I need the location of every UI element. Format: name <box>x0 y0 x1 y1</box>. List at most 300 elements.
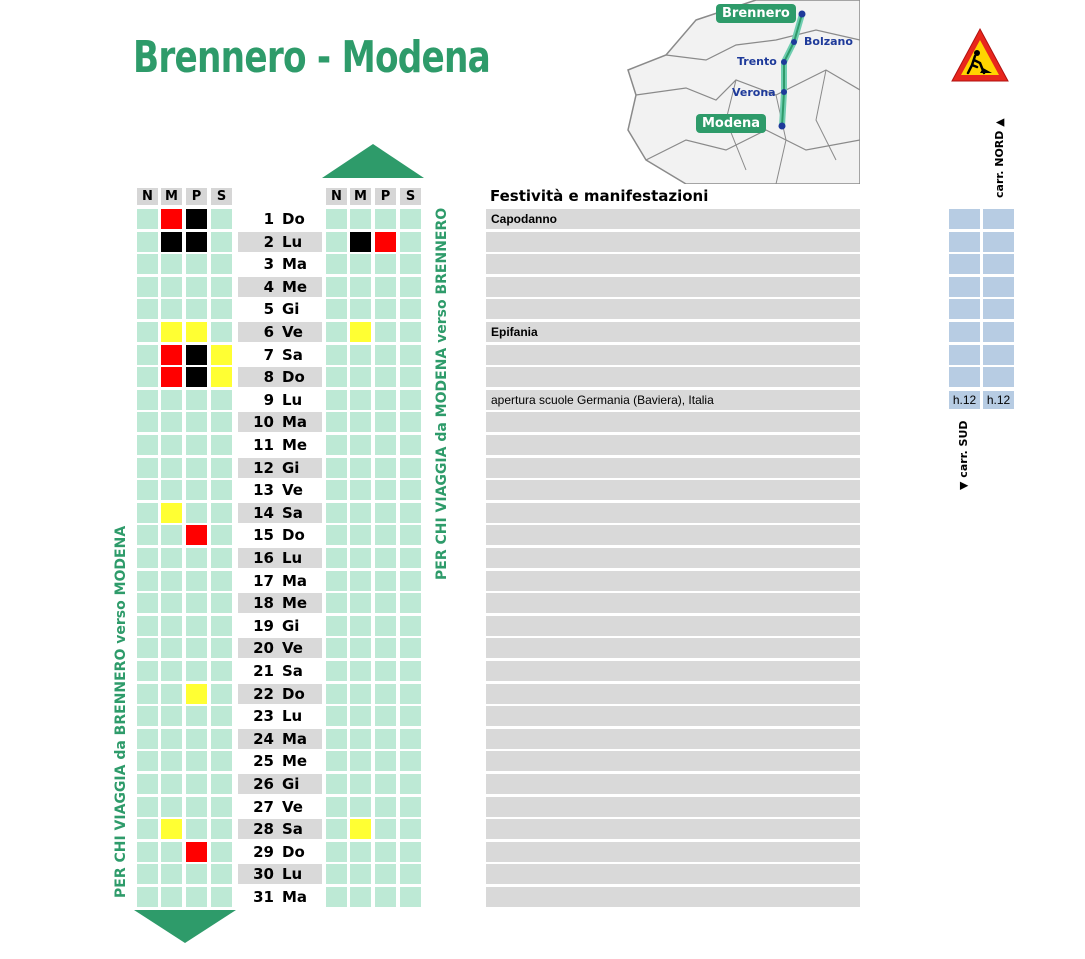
right-traffic-cell-m <box>350 548 371 568</box>
right-traffic-cell-m <box>350 661 371 681</box>
side-cell-sud <box>949 299 980 319</box>
right-traffic-cell-p <box>375 638 396 658</box>
left-traffic-cell-s <box>211 842 232 862</box>
day-name: Do <box>282 843 305 861</box>
day-name: Do <box>282 685 305 703</box>
left-traffic-cell-s <box>211 797 232 817</box>
right-traffic-cell-m <box>350 616 371 636</box>
right-traffic-cell-p <box>375 412 396 432</box>
left-traffic-cell-s <box>211 774 232 794</box>
right-traffic-cell-p <box>375 322 396 342</box>
right-traffic-cell-n <box>326 254 347 274</box>
right-traffic-cell-p <box>375 435 396 455</box>
left-traffic-cell-n <box>137 774 158 794</box>
left-traffic-cell-p <box>186 616 207 636</box>
event-cell <box>486 706 860 726</box>
right-traffic-cell-s <box>400 548 421 568</box>
day-name: Gi <box>282 775 300 793</box>
left-traffic-cell-n <box>137 571 158 591</box>
day-name: Sa <box>282 346 303 364</box>
day-name: Ma <box>282 255 308 273</box>
right-traffic-cell-p <box>375 458 396 478</box>
day-name: Ve <box>282 798 303 816</box>
right-traffic-cell-p <box>375 525 396 545</box>
left-traffic-cell-s <box>211 864 232 884</box>
left-traffic-cell-n <box>137 819 158 839</box>
left-traffic-cell-m <box>161 684 182 704</box>
right-traffic-cell-p <box>375 751 396 771</box>
day-number: 13 <box>253 481 274 499</box>
carr-nord-label <box>993 118 1006 198</box>
carr-nord-text: carr. NORD <box>993 130 1006 198</box>
right-header-n: N <box>326 188 347 205</box>
side-cell-nord <box>983 277 1014 297</box>
day-number: 28 <box>253 820 274 838</box>
day-name: Lu <box>282 707 303 725</box>
day-name: Do <box>282 368 305 386</box>
left-traffic-cell-n <box>137 299 158 319</box>
left-traffic-cell-m <box>161 345 182 365</box>
day-name: Lu <box>282 233 303 251</box>
right-traffic-cell-s <box>400 390 421 410</box>
left-traffic-cell-m <box>161 299 182 319</box>
right-traffic-cell-n <box>326 390 347 410</box>
right-traffic-cell-s <box>400 367 421 387</box>
right-traffic-cell-p <box>375 864 396 884</box>
left-traffic-cell-p <box>186 638 207 658</box>
left-traffic-cell-p <box>186 525 207 545</box>
day-name: Me <box>282 594 308 612</box>
left-traffic-cell-n <box>137 638 158 658</box>
right-traffic-cell-m <box>350 638 371 658</box>
day-number: 7 <box>263 346 274 364</box>
side-cell-sud <box>949 232 980 252</box>
left-traffic-cell-m <box>161 525 182 545</box>
carr-sud-text: carr. SUD <box>957 420 970 478</box>
left-traffic-cell-n <box>137 277 158 297</box>
map-label-bolzano: Bolzano <box>804 35 853 48</box>
left-traffic-cell-m <box>161 209 182 229</box>
event-cell: apertura scuole Germania (Baviera), Italia <box>486 390 860 410</box>
left-header-s: S <box>211 188 232 205</box>
right-traffic-cell-p <box>375 819 396 839</box>
left-traffic-cell-n <box>137 345 158 365</box>
right-traffic-cell-s <box>400 593 421 613</box>
day-name: Ma <box>282 730 308 748</box>
left-traffic-cell-m <box>161 661 182 681</box>
day-name: Me <box>282 278 308 296</box>
left-traffic-cell-s <box>211 480 232 500</box>
right-traffic-cell-p <box>375 661 396 681</box>
left-traffic-cell-n <box>137 390 158 410</box>
day-number: 30 <box>253 865 274 883</box>
left-traffic-cell-s <box>211 367 232 387</box>
left-traffic-cell-s <box>211 277 232 297</box>
event-cell <box>486 277 860 297</box>
left-traffic-cell-n <box>137 322 158 342</box>
left-traffic-cell-s <box>211 751 232 771</box>
right-traffic-cell-p <box>375 277 396 297</box>
day-number: 24 <box>253 730 274 748</box>
left-traffic-cell-p <box>186 819 207 839</box>
right-traffic-cell-s <box>400 322 421 342</box>
right-traffic-cell-s <box>400 729 421 749</box>
left-traffic-cell-s <box>211 616 232 636</box>
event-cell <box>486 797 860 817</box>
map-label-trento: Trento <box>737 55 777 68</box>
arrow-down-icon <box>134 910 236 943</box>
left-traffic-cell-p <box>186 887 207 907</box>
left-traffic-cell-m <box>161 390 182 410</box>
right-traffic-cell-n <box>326 661 347 681</box>
side-cell-nord <box>983 367 1014 387</box>
event-cell <box>486 548 860 568</box>
hour-label-right: h.12 <box>983 391 1014 409</box>
right-traffic-cell-m <box>350 503 371 523</box>
hour-label-left: h.12 <box>949 391 980 409</box>
day-name: Lu <box>282 549 303 567</box>
left-traffic-cell-s <box>211 729 232 749</box>
right-traffic-cell-p <box>375 345 396 365</box>
right-traffic-cell-m <box>350 209 371 229</box>
right-traffic-cell-m <box>350 277 371 297</box>
right-traffic-cell-n <box>326 367 347 387</box>
right-traffic-cell-s <box>400 684 421 704</box>
left-traffic-cell-n <box>137 254 158 274</box>
day-number: 31 <box>253 888 274 906</box>
event-cell: Capodanno <box>486 209 860 229</box>
left-traffic-cell-m <box>161 548 182 568</box>
right-traffic-cell-m <box>350 887 371 907</box>
right-traffic-cell-m <box>350 706 371 726</box>
right-traffic-cell-n <box>326 684 347 704</box>
left-traffic-cell-p <box>186 548 207 568</box>
day-number: 12 <box>253 459 274 477</box>
event-cell <box>486 345 860 365</box>
route-map <box>626 0 860 184</box>
left-traffic-cell-n <box>137 412 158 432</box>
left-traffic-cell-p <box>186 322 207 342</box>
right-traffic-cell-n <box>326 277 347 297</box>
left-traffic-cell-m <box>161 367 182 387</box>
left-traffic-cell-p <box>186 390 207 410</box>
right-traffic-cell-p <box>375 729 396 749</box>
right-traffic-cell-m <box>350 684 371 704</box>
day-name: Ma <box>282 413 308 431</box>
right-traffic-cell-n <box>326 638 347 658</box>
left-traffic-cell-n <box>137 729 158 749</box>
right-traffic-cell-s <box>400 751 421 771</box>
event-cell <box>486 503 860 523</box>
right-traffic-cell-p <box>375 548 396 568</box>
right-traffic-cell-s <box>400 345 421 365</box>
day-name: Ve <box>282 481 303 499</box>
event-cell <box>486 254 860 274</box>
left-traffic-cell-s <box>211 571 232 591</box>
event-cell <box>486 842 860 862</box>
left-traffic-cell-n <box>137 864 158 884</box>
right-traffic-cell-n <box>326 729 347 749</box>
right-traffic-cell-p <box>375 797 396 817</box>
right-traffic-cell-n <box>326 345 347 365</box>
right-traffic-cell-s <box>400 254 421 274</box>
event-cell <box>486 661 860 681</box>
left-traffic-cell-n <box>137 232 158 252</box>
event-cell <box>486 525 860 545</box>
left-traffic-cell-p <box>186 277 207 297</box>
left-traffic-cell-s <box>211 819 232 839</box>
right-traffic-cell-s <box>400 842 421 862</box>
right-traffic-cell-m <box>350 458 371 478</box>
right-traffic-cell-s <box>400 661 421 681</box>
side-cell-sud <box>949 277 980 297</box>
left-traffic-cell-m <box>161 751 182 771</box>
right-traffic-cell-m <box>350 322 371 342</box>
right-traffic-cell-n <box>326 842 347 862</box>
right-traffic-cell-n <box>326 774 347 794</box>
right-traffic-cell-s <box>400 412 421 432</box>
right-traffic-cell-p <box>375 503 396 523</box>
day-number: 17 <box>253 572 274 590</box>
day-number: 8 <box>263 368 274 386</box>
events-title: Festività e manifestazioni <box>490 187 709 205</box>
day-name: Ma <box>282 888 308 906</box>
event-cell <box>486 684 860 704</box>
right-header-m: M <box>350 188 371 205</box>
left-traffic-cell-m <box>161 503 182 523</box>
left-traffic-cell-p <box>186 706 207 726</box>
event-cell <box>486 458 860 478</box>
left-traffic-cell-s <box>211 322 232 342</box>
right-traffic-cell-n <box>326 480 347 500</box>
side-cell-nord <box>983 254 1014 274</box>
right-traffic-cell-n <box>326 458 347 478</box>
map-label-brennero: Brennero <box>716 4 796 23</box>
side-cell-sud <box>949 209 980 229</box>
right-traffic-cell-m <box>350 367 371 387</box>
event-cell <box>486 299 860 319</box>
event-cell <box>486 593 860 613</box>
right-traffic-cell-p <box>375 774 396 794</box>
right-traffic-cell-n <box>326 548 347 568</box>
left-traffic-cell-m <box>161 480 182 500</box>
right-traffic-cell-p <box>375 367 396 387</box>
right-traffic-cell-n <box>326 797 347 817</box>
left-traffic-cell-m <box>161 819 182 839</box>
day-number: 15 <box>253 526 274 544</box>
left-traffic-cell-s <box>211 209 232 229</box>
right-traffic-cell-n <box>326 887 347 907</box>
left-traffic-cell-n <box>137 661 158 681</box>
side-cell-sud <box>949 345 980 365</box>
right-traffic-cell-s <box>400 209 421 229</box>
label-brennero-to-modena: PER CHI VIAGGIA da BRENNERO verso MODENA <box>113 525 129 898</box>
event-cell <box>486 412 860 432</box>
map-label-modena: Modena <box>696 114 766 133</box>
left-traffic-cell-n <box>137 842 158 862</box>
left-traffic-cell-n <box>137 435 158 455</box>
day-number: 14 <box>253 504 274 522</box>
left-traffic-cell-p <box>186 209 207 229</box>
right-traffic-cell-p <box>375 254 396 274</box>
left-traffic-cell-m <box>161 593 182 613</box>
right-traffic-cell-n <box>326 412 347 432</box>
left-traffic-cell-p <box>186 571 207 591</box>
day-number: 26 <box>253 775 274 793</box>
event-cell <box>486 480 860 500</box>
day-name: Sa <box>282 662 303 680</box>
day-number: 25 <box>253 752 274 770</box>
left-traffic-cell-s <box>211 684 232 704</box>
left-traffic-cell-p <box>186 661 207 681</box>
left-traffic-cell-p <box>186 797 207 817</box>
left-traffic-cell-s <box>211 345 232 365</box>
arrow-up-icon <box>322 144 424 178</box>
day-name: Ve <box>282 639 303 657</box>
left-header-p: P <box>186 188 207 205</box>
day-name: Gi <box>282 300 300 318</box>
left-traffic-cell-p <box>186 503 207 523</box>
event-cell <box>486 819 860 839</box>
south-arrow-icon: ▼ <box>957 481 970 490</box>
left-traffic-cell-s <box>211 593 232 613</box>
left-traffic-cell-p <box>186 367 207 387</box>
left-traffic-cell-n <box>137 593 158 613</box>
right-traffic-cell-n <box>326 209 347 229</box>
right-traffic-cell-s <box>400 571 421 591</box>
left-traffic-cell-p <box>186 751 207 771</box>
left-traffic-cell-p <box>186 232 207 252</box>
event-cell <box>486 751 860 771</box>
side-cell-nord <box>983 322 1014 342</box>
day-number: 9 <box>263 391 274 409</box>
event-cell <box>486 774 860 794</box>
left-traffic-cell-s <box>211 458 232 478</box>
left-header-m: M <box>161 188 182 205</box>
side-cell-nord <box>983 345 1014 365</box>
side-cell-nord <box>983 232 1014 252</box>
right-traffic-cell-s <box>400 458 421 478</box>
left-traffic-cell-m <box>161 254 182 274</box>
day-number: 27 <box>253 798 274 816</box>
left-traffic-cell-p <box>186 412 207 432</box>
north-arrow-icon: ▲ <box>993 118 1006 127</box>
right-traffic-cell-m <box>350 593 371 613</box>
right-traffic-cell-m <box>350 299 371 319</box>
side-cell-sud <box>949 322 980 342</box>
right-traffic-cell-m <box>350 571 371 591</box>
left-traffic-cell-m <box>161 322 182 342</box>
side-cell-nord <box>983 299 1014 319</box>
day-name: Do <box>282 526 305 544</box>
left-traffic-cell-n <box>137 887 158 907</box>
left-traffic-cell-m <box>161 458 182 478</box>
left-traffic-cell-p <box>186 299 207 319</box>
left-traffic-cell-n <box>137 209 158 229</box>
side-cell-nord <box>983 209 1014 229</box>
left-traffic-cell-n <box>137 684 158 704</box>
right-traffic-cell-n <box>326 525 347 545</box>
day-number: 21 <box>253 662 274 680</box>
left-traffic-cell-m <box>161 435 182 455</box>
right-traffic-cell-n <box>326 322 347 342</box>
right-traffic-cell-m <box>350 480 371 500</box>
event-cell <box>486 638 860 658</box>
right-traffic-cell-m <box>350 435 371 455</box>
day-number: 4 <box>263 278 274 296</box>
left-traffic-cell-s <box>211 548 232 568</box>
right-traffic-cell-n <box>326 571 347 591</box>
right-traffic-cell-s <box>400 435 421 455</box>
right-traffic-cell-p <box>375 480 396 500</box>
day-name: Me <box>282 752 308 770</box>
right-traffic-cell-m <box>350 864 371 884</box>
left-traffic-cell-m <box>161 864 182 884</box>
page-title: Brennero - Modena <box>133 32 491 83</box>
right-header-s: S <box>400 188 421 205</box>
left-traffic-cell-s <box>211 435 232 455</box>
day-number: 3 <box>263 255 274 273</box>
left-traffic-cell-m <box>161 638 182 658</box>
right-traffic-cell-s <box>400 480 421 500</box>
event-cell <box>486 887 860 907</box>
day-number: 18 <box>253 594 274 612</box>
carr-sud-label <box>957 420 970 490</box>
day-name: Do <box>282 210 305 228</box>
right-traffic-cell-m <box>350 390 371 410</box>
right-traffic-cell-p <box>375 616 396 636</box>
left-traffic-cell-p <box>186 684 207 704</box>
right-traffic-cell-n <box>326 864 347 884</box>
left-traffic-cell-p <box>186 774 207 794</box>
left-traffic-cell-n <box>137 480 158 500</box>
day-name: Sa <box>282 504 303 522</box>
day-name: Lu <box>282 865 303 883</box>
event-cell <box>486 435 860 455</box>
right-traffic-cell-p <box>375 299 396 319</box>
left-traffic-cell-n <box>137 548 158 568</box>
right-traffic-cell-s <box>400 616 421 636</box>
right-traffic-cell-p <box>375 887 396 907</box>
day-name: Lu <box>282 391 303 409</box>
left-traffic-cell-s <box>211 706 232 726</box>
right-traffic-cell-s <box>400 638 421 658</box>
right-traffic-cell-n <box>326 299 347 319</box>
left-traffic-cell-n <box>137 751 158 771</box>
left-traffic-cell-n <box>137 367 158 387</box>
event-cell <box>486 367 860 387</box>
right-traffic-cell-n <box>326 593 347 613</box>
left-traffic-cell-m <box>161 887 182 907</box>
right-traffic-cell-m <box>350 774 371 794</box>
right-traffic-cell-m <box>350 729 371 749</box>
left-traffic-cell-m <box>161 774 182 794</box>
left-traffic-cell-s <box>211 661 232 681</box>
day-number: 6 <box>263 323 274 341</box>
left-traffic-cell-s <box>211 503 232 523</box>
left-traffic-cell-m <box>161 729 182 749</box>
left-traffic-cell-n <box>137 797 158 817</box>
day-number: 2 <box>263 233 274 251</box>
left-traffic-cell-s <box>211 638 232 658</box>
right-traffic-cell-m <box>350 751 371 771</box>
day-number: 23 <box>253 707 274 725</box>
event-cell <box>486 729 860 749</box>
right-traffic-cell-m <box>350 232 371 252</box>
right-traffic-cell-n <box>326 503 347 523</box>
roadwork-warning-icon <box>950 27 1010 85</box>
left-traffic-cell-s <box>211 525 232 545</box>
